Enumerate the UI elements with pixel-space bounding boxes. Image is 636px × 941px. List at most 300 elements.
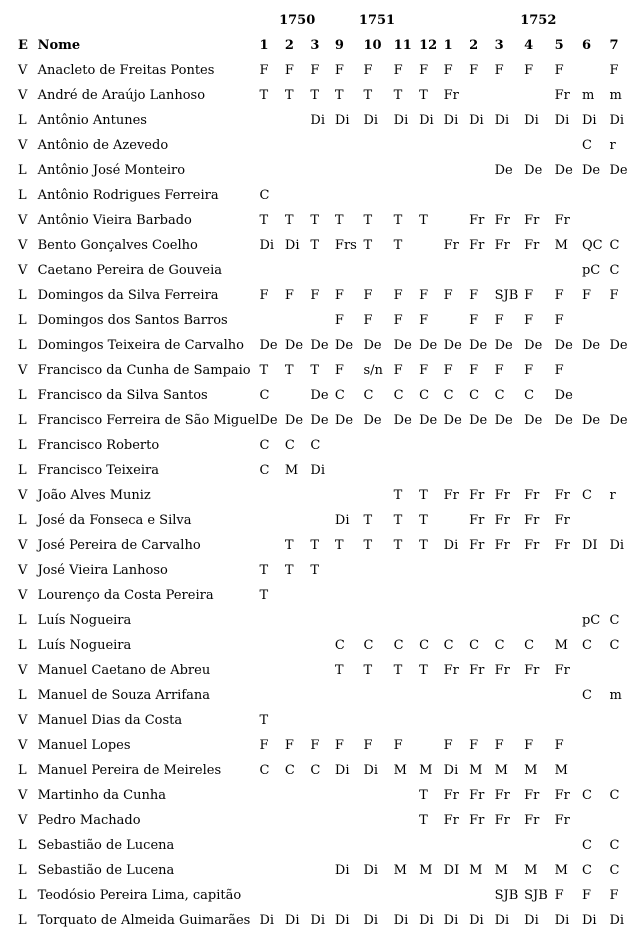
month-cell: F — [554, 288, 564, 303]
month-cell — [609, 458, 636, 483]
month-cell — [609, 308, 636, 333]
month-cell — [495, 558, 525, 583]
month-cell: De — [494, 413, 513, 428]
month-cell: De — [259, 338, 278, 353]
month-cell — [524, 583, 555, 608]
month-cell: F — [334, 288, 344, 303]
month-cell: F — [443, 363, 453, 378]
month-cell — [609, 183, 636, 208]
month-cell: Fr — [443, 88, 459, 103]
month-cell: F — [334, 313, 344, 328]
month-cell: Fr — [554, 213, 570, 228]
month-cell: De — [443, 413, 462, 428]
month-cell — [419, 158, 444, 183]
estado-cell: L — [18, 863, 27, 878]
month-cell: Di — [524, 113, 539, 128]
month-cell: F — [334, 738, 344, 753]
month-cell — [363, 783, 393, 808]
month-cell — [310, 858, 335, 883]
month-cell — [524, 83, 555, 108]
month-cell: F — [494, 738, 504, 753]
month-cell: F — [259, 288, 269, 303]
month-cell: T — [419, 538, 428, 553]
month-cell: C — [609, 838, 620, 853]
month-cell: Di — [443, 913, 459, 928]
month-cell: T — [393, 88, 403, 103]
name-cell: Francisco Roberto — [37, 438, 160, 453]
month-cell — [419, 458, 444, 483]
month-cell: M — [494, 763, 508, 778]
month-cell: SJB — [494, 888, 519, 903]
month-cell: T — [419, 813, 428, 828]
month-cell: F — [554, 363, 564, 378]
month-cell — [363, 133, 393, 158]
month-cell: C — [259, 438, 270, 453]
month-cell — [419, 258, 444, 283]
month-cell: T — [363, 238, 373, 253]
month-cell — [335, 433, 364, 458]
estado-cell: V — [18, 663, 28, 678]
month-cell: Fr — [554, 488, 570, 503]
month-cell: T — [393, 488, 403, 503]
table-row — [14, 333, 636, 358]
month-cell: Di — [363, 863, 379, 878]
month-cell — [363, 433, 393, 458]
month-cell — [310, 808, 335, 833]
month-cell — [419, 133, 444, 158]
month-cell: F — [554, 63, 564, 78]
month-cell: F — [581, 288, 592, 303]
month-cell: C — [609, 638, 620, 653]
month-cell: T — [334, 663, 344, 678]
column-header-month: 5 — [554, 38, 564, 53]
month-cell — [555, 558, 582, 583]
month-cell — [259, 858, 284, 883]
estado-cell: V — [18, 138, 28, 153]
month-cell — [310, 783, 335, 808]
month-cell — [469, 683, 494, 708]
month-cell — [555, 608, 582, 633]
month-cell — [469, 83, 494, 108]
month-cell: De — [554, 413, 573, 428]
month-cell: M — [469, 863, 483, 878]
month-cell: T — [393, 513, 403, 528]
month-cell — [394, 708, 419, 733]
month-cell: Di — [363, 113, 379, 128]
month-cell: F — [554, 738, 564, 753]
month-cell: C — [494, 388, 505, 403]
month-cell: Fr — [443, 663, 459, 678]
name-cell: Manuel de Souza Arrifana — [37, 688, 211, 703]
month-cell: pC — [581, 263, 601, 278]
month-cell: C — [419, 638, 430, 653]
month-cell — [335, 483, 364, 508]
month-cell: C — [284, 438, 295, 453]
month-cell: Di — [581, 913, 597, 928]
month-cell — [609, 208, 636, 233]
month-cell: De — [310, 338, 329, 353]
estado-cell: V — [18, 788, 28, 803]
month-cell: F — [469, 288, 479, 303]
month-cell: F — [554, 888, 564, 903]
estado-cell: L — [18, 838, 27, 853]
month-cell: De — [581, 338, 601, 353]
estado-cell: L — [18, 513, 27, 528]
month-cell: F — [419, 288, 429, 303]
month-cell: F — [494, 313, 504, 328]
month-cell — [285, 658, 310, 683]
month-cell — [444, 558, 469, 583]
name-cell: José Vieira Lanhoso — [37, 563, 168, 578]
month-cell — [335, 133, 364, 158]
month-cell: F — [259, 63, 269, 78]
month-cell — [363, 158, 393, 183]
month-cell: M — [524, 863, 538, 878]
month-cell: C — [581, 688, 592, 703]
month-cell: De — [393, 338, 412, 353]
month-cell — [310, 708, 335, 733]
year-header-spacer — [582, 8, 636, 33]
month-cell — [259, 508, 284, 533]
month-cell — [285, 258, 310, 283]
month-cell — [285, 833, 310, 858]
estado-cell: L — [18, 388, 27, 403]
month-cell: F — [310, 63, 320, 78]
month-cell: m — [609, 88, 622, 103]
month-cell — [609, 733, 636, 758]
month-cell: DI — [443, 863, 460, 878]
month-cell: T — [419, 788, 428, 803]
estado-cell: V — [18, 563, 28, 578]
table-row — [14, 758, 636, 783]
month-cell: De — [334, 413, 354, 428]
name-cell: Luís Nogueira — [37, 638, 132, 653]
month-cell — [285, 883, 310, 908]
name-cell: Antônio de Azevedo — [37, 138, 169, 153]
month-cell: De — [363, 413, 382, 428]
month-cell: T — [419, 213, 428, 228]
table-row — [14, 808, 636, 833]
month-cell: C — [581, 788, 592, 803]
month-cell — [363, 708, 393, 733]
month-cell: Di — [609, 538, 625, 553]
month-cell — [335, 808, 364, 833]
month-cell — [419, 733, 444, 758]
month-cell: De — [310, 413, 329, 428]
month-cell: T — [363, 663, 373, 678]
month-cell: Di — [554, 113, 570, 128]
month-cell: Fr — [443, 488, 459, 503]
month-cell: F — [419, 363, 429, 378]
table-row — [14, 383, 636, 408]
month-cell: F — [393, 313, 403, 328]
month-cell — [335, 258, 364, 283]
month-cell: T — [310, 88, 320, 103]
month-cell — [444, 608, 469, 633]
estado-cell: V — [18, 538, 28, 553]
month-cell — [419, 233, 444, 258]
month-cell — [310, 308, 335, 333]
month-cell: F — [524, 363, 534, 378]
estado-cell: L — [18, 638, 27, 653]
month-cell: Di — [443, 763, 459, 778]
month-cell: De — [524, 163, 543, 178]
month-cell: Di — [334, 513, 350, 528]
month-cell — [363, 608, 393, 633]
month-cell — [285, 483, 310, 508]
month-cell: F — [419, 63, 429, 78]
month-cell — [363, 483, 393, 508]
month-cell: C — [581, 488, 592, 503]
month-cell — [363, 808, 393, 833]
estado-cell: V — [18, 813, 28, 828]
estado-cell: V — [18, 588, 28, 603]
month-cell: C — [259, 463, 270, 478]
month-cell: Fr — [554, 813, 570, 828]
month-cell: Di — [393, 913, 409, 928]
month-cell — [394, 808, 419, 833]
month-cell: Fr — [443, 788, 459, 803]
table-row — [14, 108, 636, 133]
month-cell: Fr — [554, 538, 570, 553]
month-cell: Fr — [494, 538, 510, 553]
month-cell: C — [443, 388, 454, 403]
month-cell: F — [524, 63, 534, 78]
month-cell — [310, 583, 335, 608]
table-row — [14, 158, 636, 183]
month-cell: C — [443, 638, 454, 653]
month-cell: T — [393, 663, 403, 678]
month-cell — [310, 833, 335, 858]
month-cell — [524, 258, 555, 283]
month-cell: M — [419, 863, 433, 878]
month-cell: F — [524, 738, 534, 753]
month-cell: F — [609, 63, 619, 78]
month-cell — [469, 183, 494, 208]
month-cell — [469, 833, 494, 858]
month-cell — [335, 608, 364, 633]
estado-cell: L — [18, 763, 27, 778]
month-cell — [285, 133, 310, 158]
month-cell — [335, 833, 364, 858]
month-cell — [609, 433, 636, 458]
month-cell — [555, 833, 582, 858]
month-cell: F — [443, 288, 453, 303]
month-cell: M — [494, 863, 508, 878]
name-cell: Francisco Ferreira de São Miguel — [37, 413, 260, 428]
month-cell — [310, 508, 335, 533]
month-cell: T — [363, 213, 373, 228]
month-cell: Fr — [469, 488, 485, 503]
month-cell: De — [581, 413, 601, 428]
month-cell — [419, 683, 444, 708]
month-cell — [310, 258, 335, 283]
name-cell: Antônio Vieira Barbado — [37, 213, 192, 228]
estado-cell: V — [18, 488, 28, 503]
table-row — [14, 833, 636, 858]
estado-cell: L — [18, 613, 27, 628]
year-label-1751: 1751 — [358, 13, 396, 28]
month-cell: T — [363, 538, 373, 553]
month-cell: m — [581, 88, 595, 103]
table-body — [14, 58, 636, 933]
month-cell: F — [334, 63, 344, 78]
month-cell — [582, 758, 610, 783]
month-cell — [259, 258, 284, 283]
table-row — [14, 783, 636, 808]
month-cell — [555, 133, 582, 158]
month-cell — [582, 658, 610, 683]
month-cell — [582, 58, 610, 83]
month-cell: C — [284, 763, 295, 778]
month-cell — [285, 158, 310, 183]
month-cell: Fr — [443, 813, 459, 828]
month-cell: C — [609, 238, 620, 253]
month-cell — [363, 183, 393, 208]
name-cell: Anacleto de Freitas Pontes — [37, 63, 215, 78]
month-cell: Fr — [524, 488, 540, 503]
month-cell: T — [419, 663, 428, 678]
month-cell — [444, 133, 469, 158]
month-cell — [285, 108, 310, 133]
month-cell: T — [393, 238, 403, 253]
month-cell: M — [554, 863, 568, 878]
month-cell — [335, 683, 364, 708]
month-cell: T — [310, 213, 320, 228]
month-cell: C — [310, 438, 321, 453]
month-cell: De — [284, 413, 304, 428]
month-cell: T — [310, 563, 320, 578]
month-cell — [335, 583, 364, 608]
month-cell — [310, 658, 335, 683]
month-cell — [495, 83, 525, 108]
month-cell — [285, 858, 310, 883]
table-row — [14, 458, 636, 483]
month-cell: F — [469, 363, 479, 378]
month-cell — [363, 883, 393, 908]
month-cell: De — [524, 338, 543, 353]
month-cell: Fr — [469, 788, 485, 803]
month-cell: C — [363, 388, 374, 403]
month-cell: Di — [443, 113, 459, 128]
month-cell: T — [393, 538, 403, 553]
month-cell: Fr — [469, 813, 485, 828]
month-cell — [259, 633, 284, 658]
table-row — [14, 83, 636, 108]
table-row — [14, 708, 636, 733]
month-cell: SJB — [524, 888, 548, 903]
month-cell — [524, 558, 555, 583]
month-cell: Fr — [469, 513, 485, 528]
month-cell: C — [581, 138, 592, 153]
month-cell: De — [419, 413, 438, 428]
table-row — [14, 283, 636, 308]
month-cell — [444, 508, 469, 533]
estado-cell: L — [18, 688, 27, 703]
month-cell: F — [581, 888, 592, 903]
column-header-month: 7 — [609, 38, 619, 53]
month-cell: Frs — [334, 238, 357, 253]
month-cell: T — [284, 563, 294, 578]
month-cell — [444, 883, 469, 908]
month-cell: Fr — [554, 513, 570, 528]
estado-cell: V — [18, 213, 28, 228]
month-cell — [394, 558, 419, 583]
month-cell — [394, 833, 419, 858]
month-cell — [609, 508, 636, 533]
month-cell: F — [494, 363, 504, 378]
month-cell — [444, 458, 469, 483]
month-cell: F — [419, 313, 429, 328]
month-cell — [285, 183, 310, 208]
month-cell — [582, 208, 610, 233]
month-cell: Fr — [494, 663, 510, 678]
month-cell: Fr — [494, 238, 510, 253]
month-cell: De — [363, 338, 382, 353]
month-cell: F — [524, 313, 534, 328]
month-cell: M — [393, 863, 407, 878]
month-cell — [469, 458, 494, 483]
month-cell: T — [310, 363, 320, 378]
table-row — [14, 583, 636, 608]
month-cell — [609, 708, 636, 733]
month-cell: Fr — [554, 88, 570, 103]
estado-cell: V — [18, 713, 28, 728]
month-cell — [394, 608, 419, 633]
month-cell — [444, 583, 469, 608]
month-cell: Di — [363, 913, 379, 928]
month-cell: Di — [334, 863, 350, 878]
month-cell — [495, 708, 525, 733]
month-cell — [259, 808, 284, 833]
month-cell — [310, 683, 335, 708]
month-cell: Di — [469, 913, 484, 928]
month-cell: De — [310, 388, 329, 403]
month-cell — [609, 583, 636, 608]
month-cell: F — [443, 738, 453, 753]
month-cell — [469, 883, 494, 908]
month-cell: Di — [363, 763, 379, 778]
table-row — [14, 483, 636, 508]
name-cell: Francisco da Cunha de Sampaio — [37, 363, 251, 378]
column-header-row — [14, 33, 636, 58]
month-cell: DI — [581, 538, 598, 553]
month-cell: F — [609, 888, 619, 903]
month-cell — [555, 183, 582, 208]
table-row — [14, 133, 636, 158]
month-cell: M — [469, 763, 483, 778]
month-cell — [582, 583, 610, 608]
month-cell — [495, 683, 525, 708]
month-cell — [444, 308, 469, 333]
name-cell: Bento Gonçalves Coelho — [37, 238, 198, 253]
month-cell: Di — [494, 913, 510, 928]
month-cell — [335, 458, 364, 483]
month-cell: s/n — [363, 363, 383, 378]
month-cell: T — [259, 88, 269, 103]
month-cell: T — [334, 88, 344, 103]
month-cell: T — [310, 238, 320, 253]
month-cell — [335, 783, 364, 808]
column-header-month: 1 — [443, 38, 453, 53]
name-cell: André de Araújo Lanhoso — [37, 88, 206, 103]
month-cell — [363, 583, 393, 608]
month-cell: C — [524, 388, 535, 403]
month-cell: De — [469, 338, 488, 353]
month-cell: De — [554, 338, 573, 353]
table-row — [14, 308, 636, 333]
name-cell: Domingos Teixeira de Carvalho — [37, 338, 244, 353]
